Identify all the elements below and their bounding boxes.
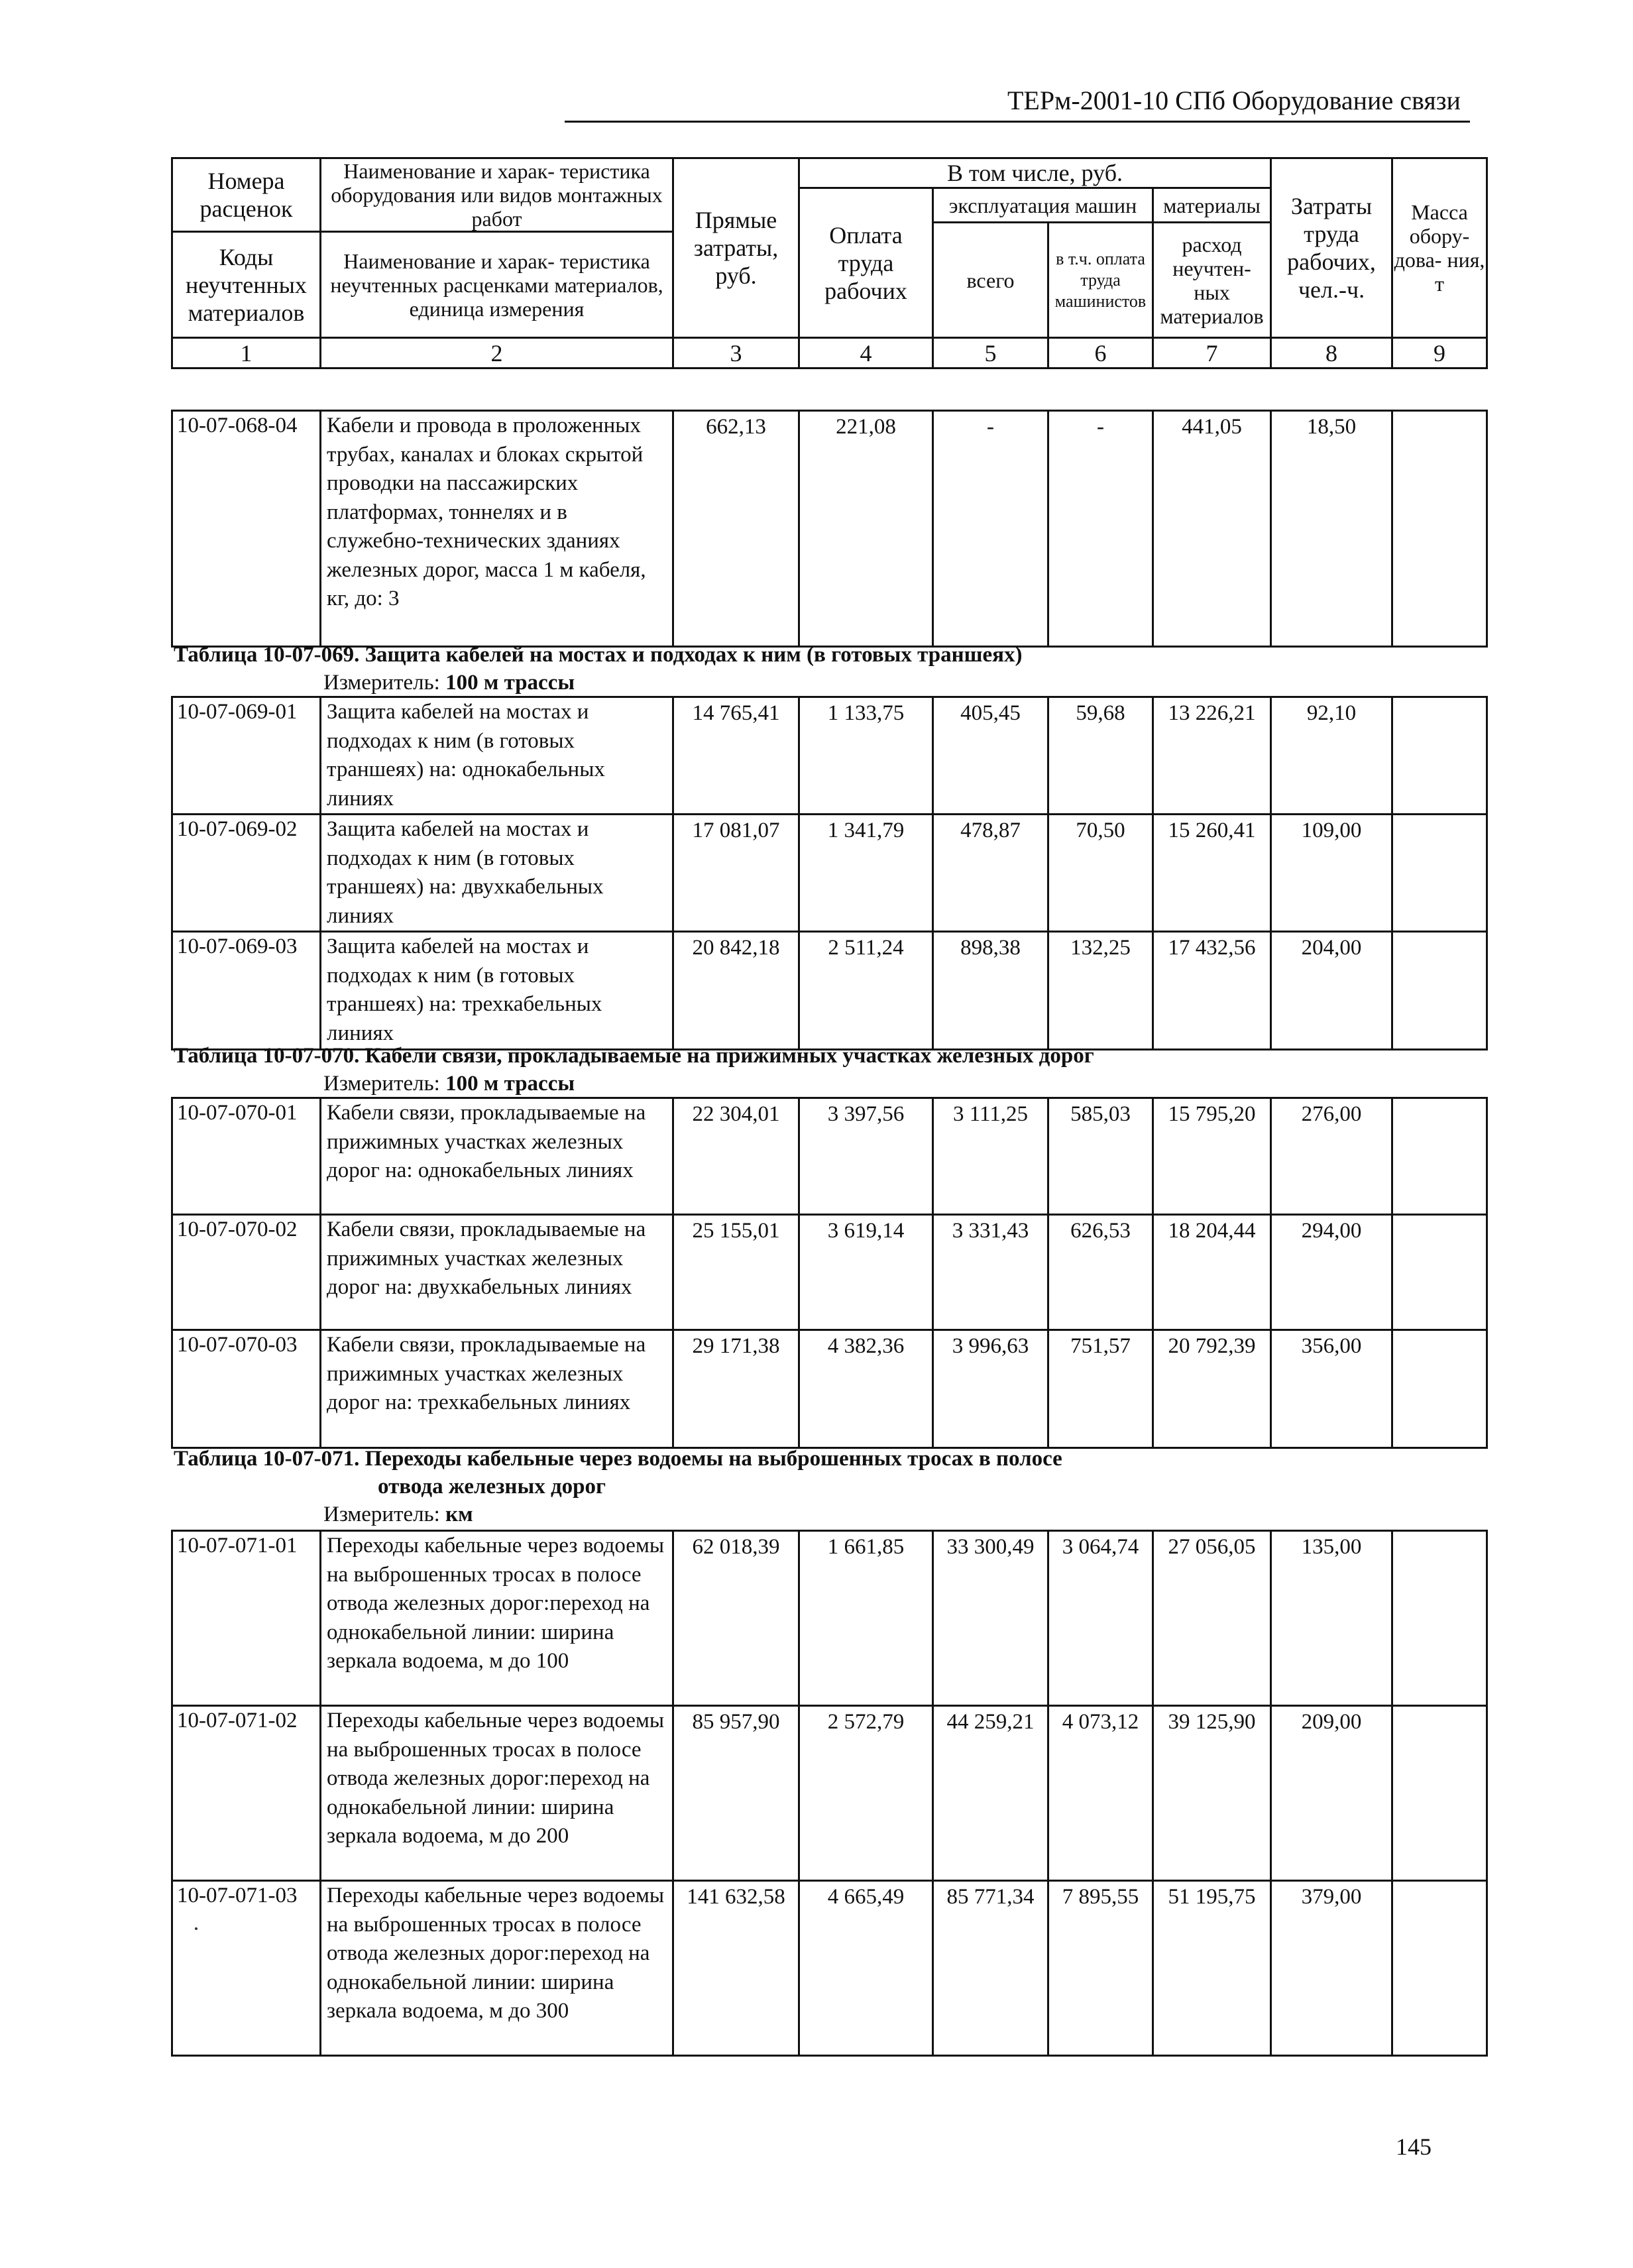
labor-hours: 294,00 [1271,1215,1392,1330]
labor-hours: 276,00 [1271,1098,1392,1215]
materials: 441,05 [1153,411,1271,647]
machines-total: 478,87 [933,815,1048,932]
equipment-mass [1392,932,1487,1050]
labor-hours: 135,00 [1271,1531,1392,1706]
equipment-mass [1392,1531,1487,1706]
machinists-pay: 132,25 [1048,932,1153,1050]
direct-costs: 29 171,38 [673,1330,799,1448]
table-row [172,815,1487,932]
rate-code: 10-07-071-01 [172,1531,321,1706]
col-number: 1 [172,338,321,369]
rate-name: Переходы кабельные через водоемы на выброшенных тросах в полосе отвода железных дорог:переход на однокабельной линии: ширина зеркала водоема, м до 200 [321,1706,673,1881]
col-header-machinists: в т.ч. оплата труда машинистов [1048,223,1153,338]
machines-total: - [933,411,1048,647]
rate-code: 10-07-068-04 [172,411,321,647]
materials: 51 195,75 [1153,1881,1271,2056]
header-rule [565,121,1470,123]
labor-pay: 2 572,79 [799,1706,933,1881]
rate-code: 10-07-069-02 [172,815,321,932]
scan-speck [195,1927,197,1930]
machines-total: 898,38 [933,932,1048,1050]
labor-pay: 3 619,14 [799,1215,933,1330]
col-number: 5 [933,338,1048,369]
col-number: 2 [321,338,673,369]
machinists-pay: 70,50 [1048,815,1153,932]
rate-name: Кабели связи, прокладываемые на прижимных участках железных дорог на: однокабельных линиях [321,1098,673,1215]
equipment-mass [1392,1330,1487,1448]
meter-071 [323,1503,473,1527]
col-number: 6 [1048,338,1153,369]
col-header-codes: Номера расценок [172,158,321,232]
rate-name: Защита кабелей на мостах и подходах к ним (в готовых траншеях) на: однокабельных линиях [321,697,673,815]
table-row [172,1330,1487,1448]
rate-code: 10-07-071-03 [172,1881,321,2056]
meter-label: Измеритель: [323,1503,440,1526]
col-header-mass: Масса обору- дова- ния, т [1392,158,1487,338]
col-header-direct-costs: Прямые затраты, руб. [673,158,799,338]
equipment-mass [1392,1706,1487,1881]
col-header-machines-group: эксплуатация машин [933,188,1153,223]
col-header-machines-total: всего [933,223,1048,338]
materials: 15 795,20 [1153,1098,1271,1215]
materials: 27 056,05 [1153,1531,1271,1706]
equipment-mass [1392,697,1487,815]
col-number: 3 [673,338,799,369]
col-header-group: В том числе, руб. [799,158,1271,188]
machines-total: 33 300,49 [933,1531,1048,1706]
equipment-mass [1392,815,1487,932]
rates-table-071 [171,1530,1488,2057]
materials: 17 432,56 [1153,932,1271,1050]
table-title-071: Таблица 10-07-071. Переходы кабельные через водоемы на выброшенных тросах в полосе [174,1447,1062,1471]
rate-code: 10-07-069-01 [172,697,321,815]
col-header-labor-pay: Оплата труда рабочих [799,188,933,338]
rate-name: Кабели связи, прокладываемые на прижимных участках железных дорог на: двухкабельных линиях [321,1215,673,1330]
col-header-material-codes: Коды неучтенных материалов [172,232,321,338]
machinists-pay: 7 895,55 [1048,1881,1153,2056]
rate-name: Кабели связи, прокладываемые на прижимных участках железных дорог на: трехкабельных линиях [321,1330,673,1448]
labor-hours: 209,00 [1271,1706,1392,1881]
col-number: 4 [799,338,933,369]
direct-costs: 85 957,90 [673,1706,799,1881]
meter-value: 100 м трассы [445,671,575,695]
table-row [172,932,1487,1050]
machinists-pay: 59,68 [1048,697,1153,815]
equipment-mass [1392,411,1487,647]
machinists-pay: 585,03 [1048,1098,1153,1215]
direct-costs: 25 155,01 [673,1215,799,1330]
meter-label: Измеритель: [323,1072,440,1096]
labor-pay: 1 661,85 [799,1531,933,1706]
machinists-pay: - [1048,411,1153,647]
direct-costs: 14 765,41 [673,697,799,815]
table-row [172,1531,1487,1706]
direct-costs: 22 304,01 [673,1098,799,1215]
labor-pay: 4 665,49 [799,1881,933,2056]
labor-pay: 1 341,79 [799,815,933,932]
meter-069 [323,671,575,695]
rate-code: 10-07-069-03 [172,932,321,1050]
rate-name: Кабели и провода в проложенных трубах, каналах и блоках скрытой проводки на пассажирских платформах, тоннелях и в служебно-технических зданиях железных дорог, масса 1 м кабеля, кг, до: 3 [321,411,673,647]
labor-pay: 4 382,36 [799,1330,933,1448]
equipment-mass [1392,1881,1487,2056]
machinists-pay: 626,53 [1048,1215,1153,1330]
table-title-070: Таблица 10-07-070. Кабели связи, прокладываемые на прижимных участках железных дорог [174,1044,1094,1068]
meter-value: км [445,1503,473,1526]
materials: 13 226,21 [1153,697,1271,815]
col-header-materials-group: материалы [1153,188,1271,223]
rate-name: Переходы кабельные через водоемы на выброшенных тросах в полосе отвода железных дорог:переход на однокабельной линии: ширина зеркала водоема, м до 300 [321,1881,673,2056]
materials: 20 792,39 [1153,1330,1271,1448]
rate-code: 10-07-070-01 [172,1098,321,1215]
col-number: 7 [1153,338,1271,369]
page-number: 145 [1396,2133,1432,2160]
table-title-069: Таблица 10-07-069. Защита кабелей на мостах и подходах к ним (в готовых траншеях) [174,643,1023,667]
table-row [172,411,1487,647]
labor-pay: 221,08 [799,411,933,647]
machines-total: 85 771,34 [933,1881,1048,2056]
table-row [172,1881,1487,2056]
meter-value: 100 м трассы [445,1072,575,1096]
labor-hours: 379,00 [1271,1881,1392,2056]
labor-hours: 92,10 [1271,697,1392,815]
col-header-material-name: Наименование и харак- теристика неучтенных расценками материалов, единица измерения [321,232,673,338]
machinists-pay: 4 073,12 [1048,1706,1153,1881]
table-row [172,1098,1487,1215]
materials: 15 260,41 [1153,815,1271,932]
equipment-mass [1392,1098,1487,1215]
running-header: ТЕРм-2001-10 СПб Оборудование связи [1007,85,1461,115]
rate-name: Переходы кабельные через водоемы на выброшенных тросах в полосе отвода железных дорог:переход на однокабельной линии: ширина зеркала водоема, м до 100 [321,1531,673,1706]
direct-costs: 62 018,39 [673,1531,799,1706]
labor-hours: 109,00 [1271,815,1392,932]
labor-hours: 204,00 [1271,932,1392,1050]
rates-table-070 [171,1097,1488,1449]
equipment-mass [1392,1215,1487,1330]
table-row [172,1215,1487,1330]
direct-costs: 141 632,58 [673,1881,799,2056]
labor-pay: 2 511,24 [799,932,933,1050]
rates-table-069 [171,696,1488,1050]
col-number: 8 [1271,338,1392,369]
col-number: 9 [1392,338,1487,369]
machines-total: 3 996,63 [933,1330,1048,1448]
materials: 18 204,44 [1153,1215,1271,1330]
machines-total: 44 259,21 [933,1706,1048,1881]
labor-hours: 18,50 [1271,411,1392,647]
labor-pay: 1 133,75 [799,697,933,815]
machinists-pay: 751,57 [1048,1330,1153,1448]
direct-costs: 17 081,07 [673,815,799,932]
direct-costs: 20 842,18 [673,932,799,1050]
machines-total: 405,45 [933,697,1048,815]
rate-code: 10-07-071-02 [172,1706,321,1881]
rate-code: 10-07-070-02 [172,1215,321,1330]
materials: 39 125,90 [1153,1706,1271,1881]
table-row [172,697,1487,815]
labor-pay: 3 397,56 [799,1098,933,1215]
rate-name: Защита кабелей на мостах и подходах к ним (в готовых траншеях) на: трехкабельных линиях [321,932,673,1050]
col-header-materials: расход неучтен- ных материалов [1153,223,1271,338]
machinists-pay: 3 064,74 [1048,1531,1153,1706]
rates-table-068 [171,410,1488,648]
table-row [172,1706,1487,1881]
machines-total: 3 331,43 [933,1215,1048,1330]
meter-070 [323,1072,575,1096]
labor-hours: 356,00 [1271,1330,1392,1448]
column-header-table [171,157,1488,369]
col-header-labor-hours: Затраты труда рабочих, чел.-ч. [1271,158,1392,338]
rate-name: Защита кабелей на мостах и подходах к ним (в готовых траншеях) на: двухкабельных линиях [321,815,673,932]
table-title-071-line2: отвода железных дорог [378,1475,606,1499]
machines-total: 3 111,25 [933,1098,1048,1215]
col-header-name: Наименование и харак- теристика оборудования или видов монтажных работ [321,158,673,232]
meter-label: Измеритель: [323,671,440,695]
rate-code: 10-07-070-03 [172,1330,321,1448]
direct-costs: 662,13 [673,411,799,647]
